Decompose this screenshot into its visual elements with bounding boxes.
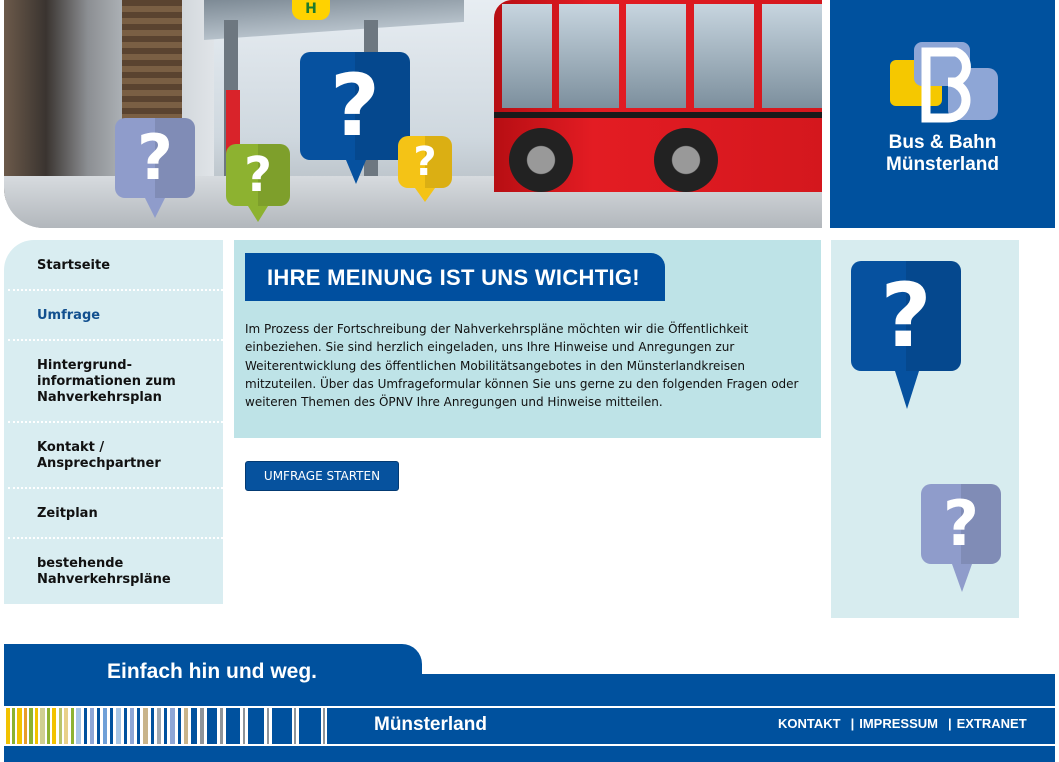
bus-stripe — [494, 112, 822, 118]
footer-stripes — [4, 708, 340, 744]
bus-stop-sign: H — [292, 0, 330, 20]
question-mark-icon: ? — [244, 147, 272, 203]
sidebar-nav — [4, 240, 223, 604]
footer-link-kontakt[interactable]: KONTAKT — [778, 716, 841, 731]
question-mark-icon: ? — [137, 121, 173, 194]
bus-wheel — [654, 128, 718, 192]
footer-link-separator: | — [850, 716, 855, 731]
footer-link-separator: | — [947, 716, 952, 731]
bubble-tail — [415, 188, 435, 202]
nav-divider — [8, 421, 223, 423]
footer-link-extranet[interactable]: EXTRANET — [956, 716, 1027, 731]
nav-divider — [8, 289, 223, 291]
question-bubble-lavender — [921, 484, 1001, 564]
bus-window — [502, 4, 552, 108]
bus-window — [694, 4, 754, 108]
bubble-tail — [952, 564, 972, 592]
intro-text: Im Prozess der Fortschreibung der Nahverkehrspläne möchten wir die Öffentlichkeit einbeziehen. Sie sind herzlich eingeladen, uns Ihre Hinweise und Anregungen zur Weiterentwicklung des öffentlichen Mobilitätsangebotes in den Münsterlandkreisen mitzuteilen. Über das Umfrageformular können Sie uns gerne zu den folgenden Fragen oder weiteren Themen des ÖPNV Ihre Anregungen und Hinweise mitteilen. — [245, 322, 799, 410]
nav-item-umfrage[interactable]: Umfrage — [37, 308, 101, 323]
page-title: IHRE MEINUNG IST UNS WICHTIG! — [267, 265, 640, 290]
question-bubble-yellow — [398, 136, 452, 188]
footer-region: Münsterland — [374, 714, 487, 735]
question-bubble-green — [226, 144, 290, 206]
logo-line-2: Münsterland — [886, 154, 999, 175]
question-bubble-blue — [851, 261, 961, 371]
bus-wheel — [509, 128, 573, 192]
header-photo — [4, 0, 822, 228]
nav-divider — [8, 487, 223, 489]
nav-item-hintergrundinformationen[interactable]: Hintergrund- informationen zum Nahverkehrsplan — [37, 358, 176, 405]
footer-links — [778, 716, 1027, 731]
footer-bar-bottom — [4, 746, 1055, 762]
footer-link-impressum[interactable]: IMPRESSUM — [859, 716, 938, 731]
question-bubble-blue — [300, 52, 410, 160]
start-survey-button[interactable]: UMFRAGE STARTEN — [245, 461, 399, 491]
bubble-tail — [895, 371, 919, 409]
bus-window — [559, 4, 619, 108]
bus-window — [762, 4, 822, 108]
bus-window — [626, 4, 686, 108]
footer-slogan: Einfach hin und weg. — [107, 660, 317, 683]
brand-logo[interactable] — [830, 0, 1055, 228]
heading-banner — [245, 253, 665, 301]
question-mark-icon: ? — [413, 139, 437, 185]
question-mark-icon: ? — [880, 264, 932, 367]
question-mark-icon: ? — [330, 56, 380, 156]
nav-divider — [8, 339, 223, 341]
bubble-tail — [145, 198, 165, 218]
question-bubble-lavender — [115, 118, 195, 198]
nav-item-bestehende-nahverkehrsplaene[interactable]: bestehende Nahverkehrspläne — [37, 556, 171, 587]
question-mark-icon: ? — [943, 487, 979, 560]
nav-divider — [8, 537, 223, 539]
bubble-tail — [346, 160, 366, 184]
decorative-sidebox — [831, 240, 1019, 618]
nav-item-zeitplan[interactable]: Zeitplan — [37, 506, 98, 521]
bus-bahn-logo-icon — [830, 0, 1055, 130]
logo-line-1: Bus & Bahn — [888, 132, 997, 153]
nav-item-kontakt[interactable]: Kontakt / Ansprechpartner — [37, 440, 161, 471]
bubble-tail — [248, 206, 268, 222]
nav-item-startseite[interactable]: Startseite — [37, 258, 111, 273]
platform-roof — [204, 0, 464, 40]
